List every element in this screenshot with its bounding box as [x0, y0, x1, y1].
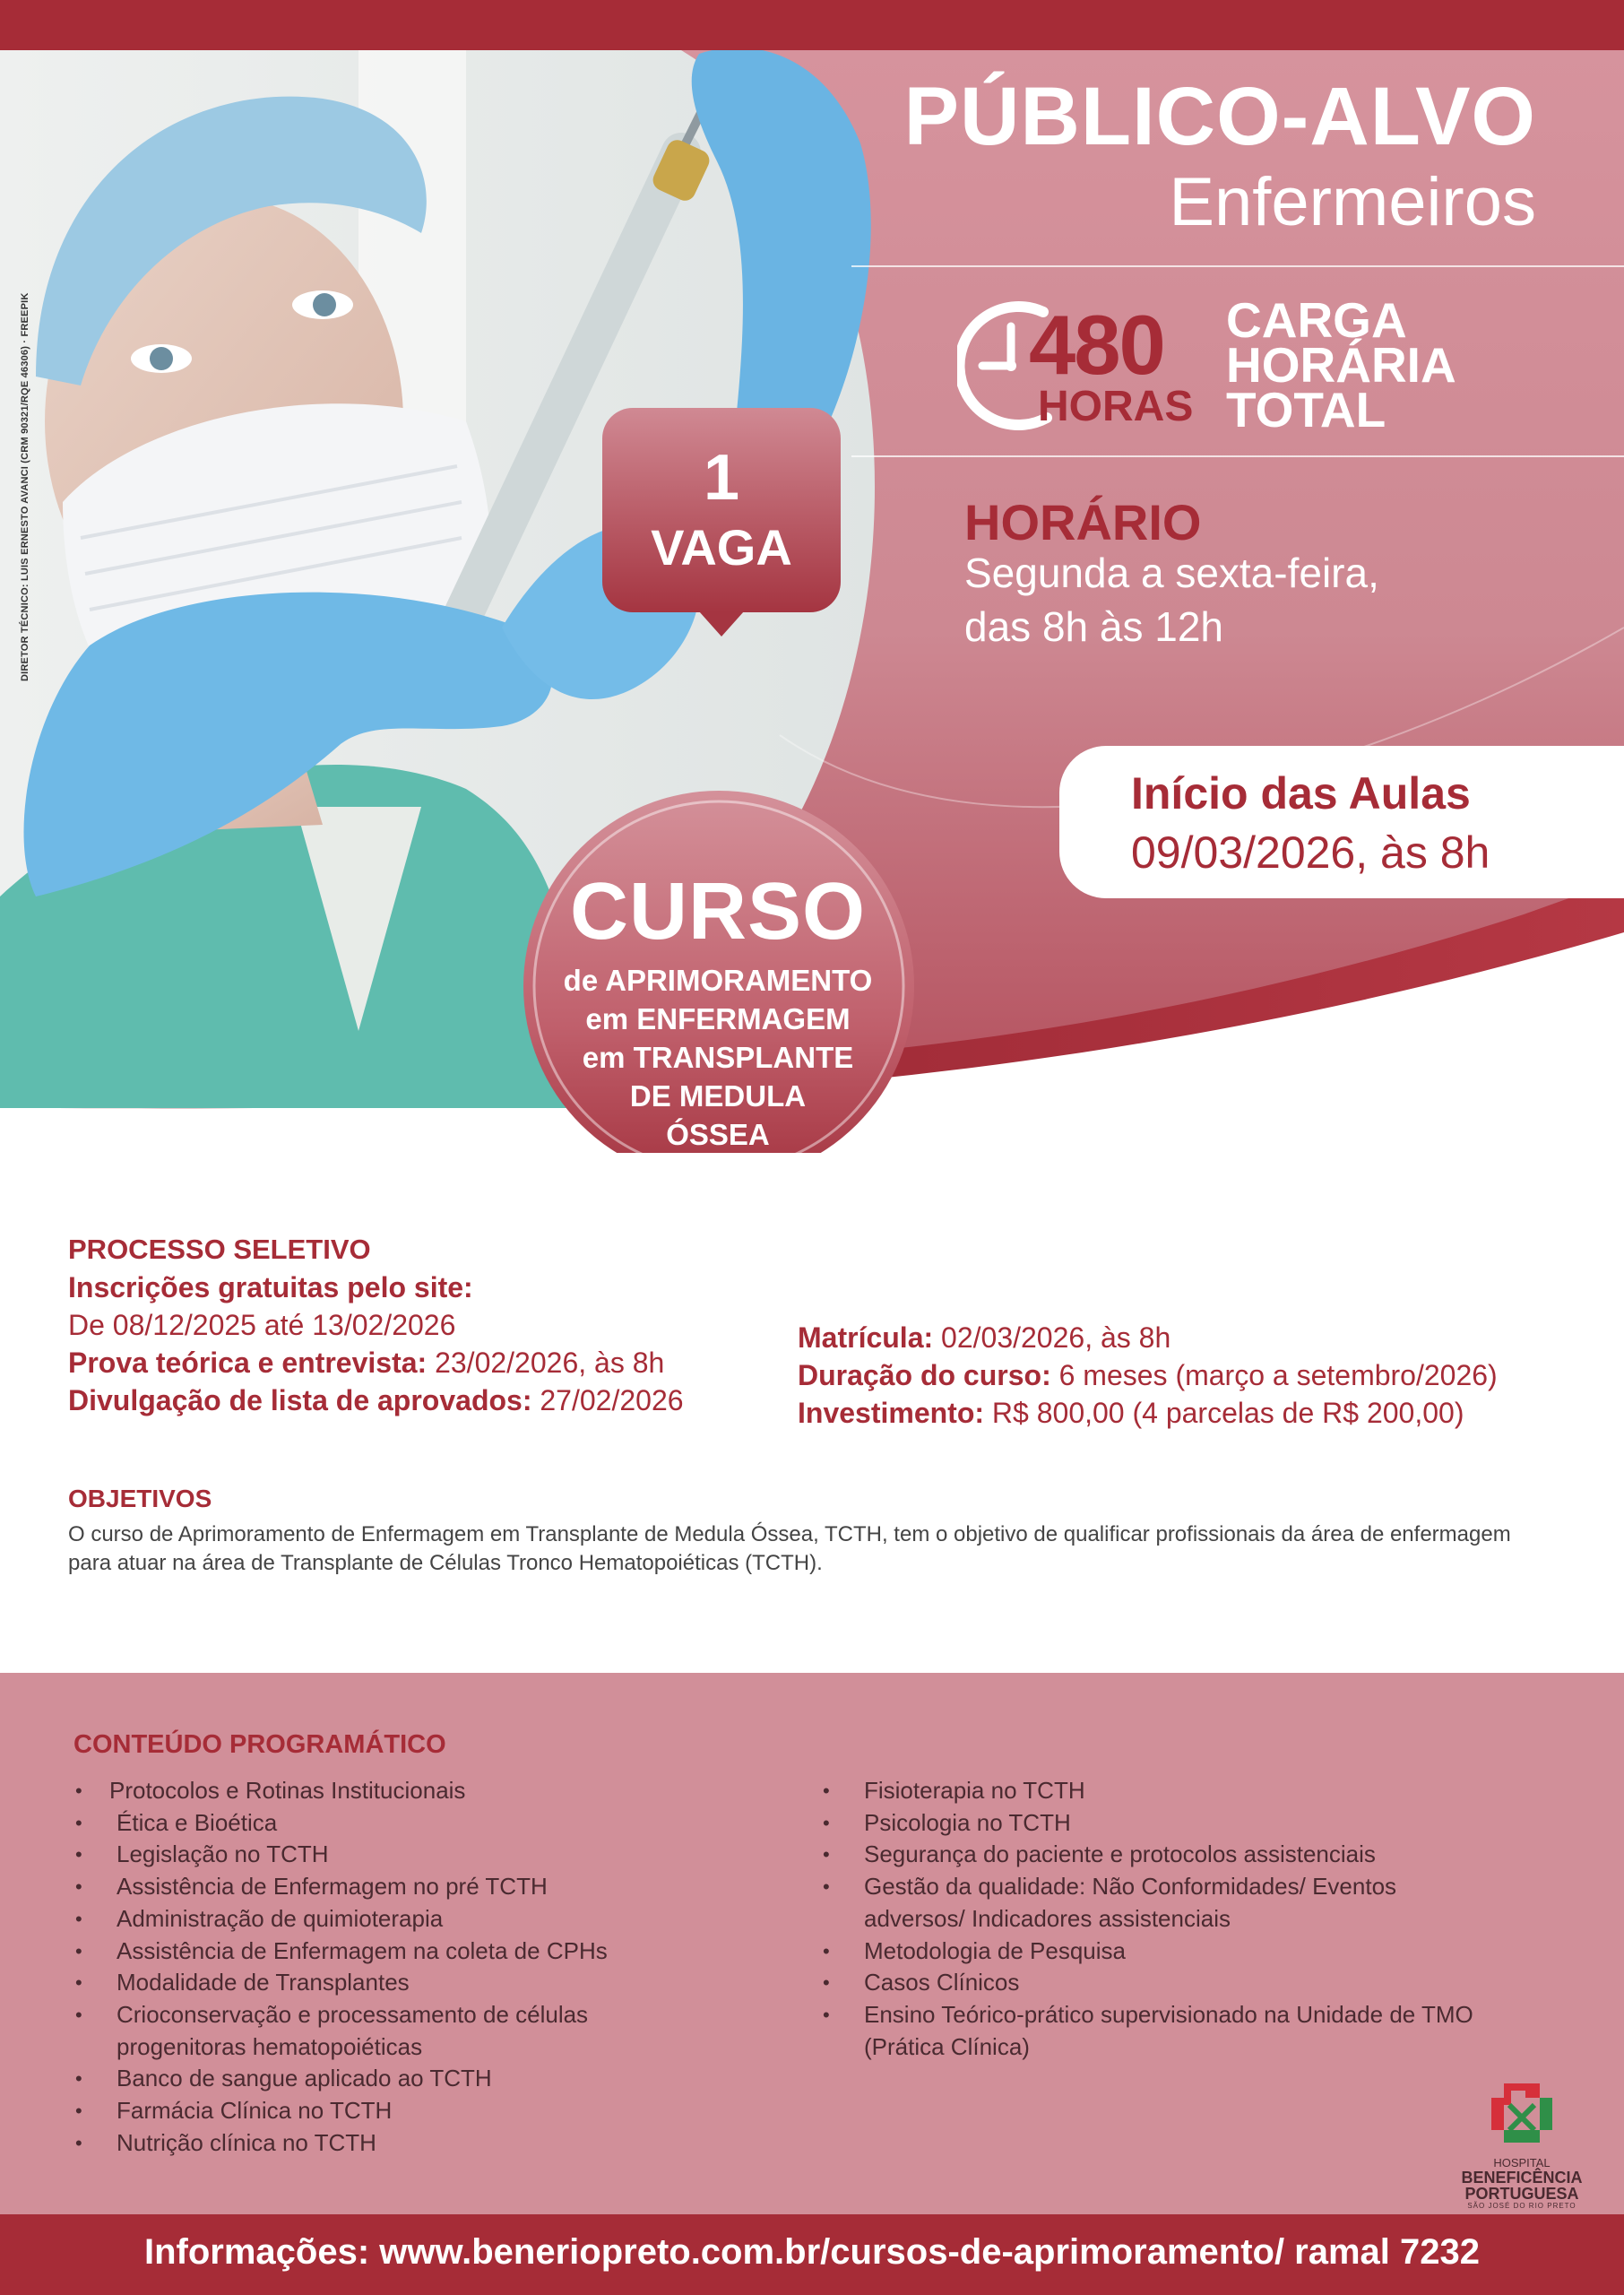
conteudo-title: CONTEÚDO PROGRAMÁTICO — [73, 1730, 446, 1759]
conteudo-list-right — [816, 1775, 1515, 2063]
list-item: • Banco de sangue aplicado ao TCTH — [68, 2063, 695, 2095]
vaga-label: VAGA — [651, 519, 792, 576]
list-item: • Farmácia Clínica no TCTH — [68, 2095, 695, 2127]
horario-line: Segunda a sexta-feira, — [964, 550, 1379, 596]
publico-alvo-value: Enfermeiros — [1169, 164, 1536, 240]
inicio-title: Início das Aulas — [1131, 768, 1471, 818]
list-item: • Legislação no TCTH — [68, 1839, 695, 1871]
list-item: • Crioconservação e processamento de células progenitoras hematopoiéticas — [68, 1999, 672, 2063]
list-item: • Gestão da qualidade: Não Conformidades/ Eventos adversos/ Indicadores assistenciais — [816, 1871, 1473, 1935]
logo-cross-icon — [1439, 2078, 1604, 2150]
publico-alvo-title: PÚBLICO-ALVO — [903, 71, 1536, 162]
logo-line1: HOSPITAL — [1493, 2156, 1551, 2169]
list-item: • Psicologia no TCTH — [816, 1807, 1515, 1840]
top-bar — [0, 0, 1624, 50]
footer-info: Informações: www.beneriopreto.com.br/cursos-de-aprimoramento/ ramal 7232 — [143, 2232, 1481, 2272]
processo-title: PROCESSO SELETIVO — [68, 1234, 371, 1265]
inicio-date: 09/03/2026, às 8h — [1131, 827, 1490, 878]
logo-line4: SÃO JOSÉ DO RIO PRETO — [1467, 2202, 1576, 2210]
photo-credit: DIRETOR TÉCNICO: LUIS ERNESTO AVANCI (CRM 90321/RQE 46306) · FREEPIK — [20, 292, 30, 681]
logo-line2: BENEFICÊNCIA — [1461, 2169, 1583, 2187]
horario-title: HORÁRIO — [964, 494, 1202, 550]
prova-line: Prova teórica e entrevista: 23/02/2026, às 8h — [68, 1347, 665, 1379]
list-item: • Administração de quimioterapia — [68, 1903, 695, 1936]
inscricoes-label: Inscrições gratuitas pelo site: — [68, 1271, 473, 1303]
list-item: • Ensino Teórico-prático supervisionado na Unidade de TMO (Prática Clínica) — [816, 1999, 1509, 2063]
divider — [851, 455, 1624, 457]
conteudo-list-left — [68, 1775, 695, 2159]
duracao-line: Duração do curso: 6 meses (março a setembro/2026) — [798, 1359, 1498, 1391]
horario-line: das 8h às 12h — [964, 603, 1224, 650]
list-item: • Assistência de Enfermagem no pré TCTH — [68, 1871, 695, 1903]
divider — [851, 265, 1624, 267]
list-item: • Casos Clínicos — [816, 1967, 1515, 1999]
list-item: • Segurança do paciente e protocolos assistenciais — [816, 1839, 1515, 1871]
matricula-line: Matrícula: 02/03/2026, às 8h — [798, 1321, 1171, 1354]
inscricoes-value: De 08/12/2025 até 13/02/2026 — [68, 1309, 456, 1341]
list-item: • Metodologia de Pesquisa — [816, 1936, 1515, 1968]
objetivos-text: O curso de Aprimoramento de Enfermagem em Transplante de Medula Óssea, TCTH, tem o objetivo de qualificar profissionais da área de enfermagem para atuar na área de Transplante de Células Tronco Hematopoiéticas (TCTH). — [68, 1522, 1511, 1575]
list-item: • Modalidade de Transplantes — [68, 1967, 695, 1999]
objetivos-title: OBJETIVOS — [68, 1485, 212, 1512]
list-item: • Nutrição clínica no TCTH — [68, 2127, 695, 2160]
list-item: • Assistência de Enfermagem na coleta de CPHs — [68, 1936, 695, 1968]
hours-number: 480 — [1029, 298, 1164, 392]
hours-unit: HORAS — [1038, 383, 1194, 430]
hospital-logo — [1439, 2078, 1604, 2210]
curso-subtitle: de APRIMORAMENTO em ENFERMAGEM em TRANSPLANTE DE MEDULA ÓSSEA — [563, 964, 873, 1151]
carga-horaria-label: CARGA HORÁRIA TOTAL — [1226, 292, 1456, 437]
vaga-number: 1 — [703, 442, 740, 514]
investimento-line: Investimento: R$ 800,00 (4 parcelas de R$ 200,00) — [798, 1397, 1464, 1429]
list-item: • Protocolos e Rotinas Institucionais — [68, 1775, 695, 1807]
list-item: • Ética e Bioética — [68, 1807, 695, 1840]
divulgacao-line: Divulgação de lista de aprovados: 27/02/2026 — [68, 1384, 684, 1416]
list-item: • Fisioterapia no TCTH — [816, 1775, 1515, 1807]
curso-title: CURSO — [569, 867, 867, 957]
logo-line3: PORTUGUESA — [1464, 2185, 1579, 2203]
